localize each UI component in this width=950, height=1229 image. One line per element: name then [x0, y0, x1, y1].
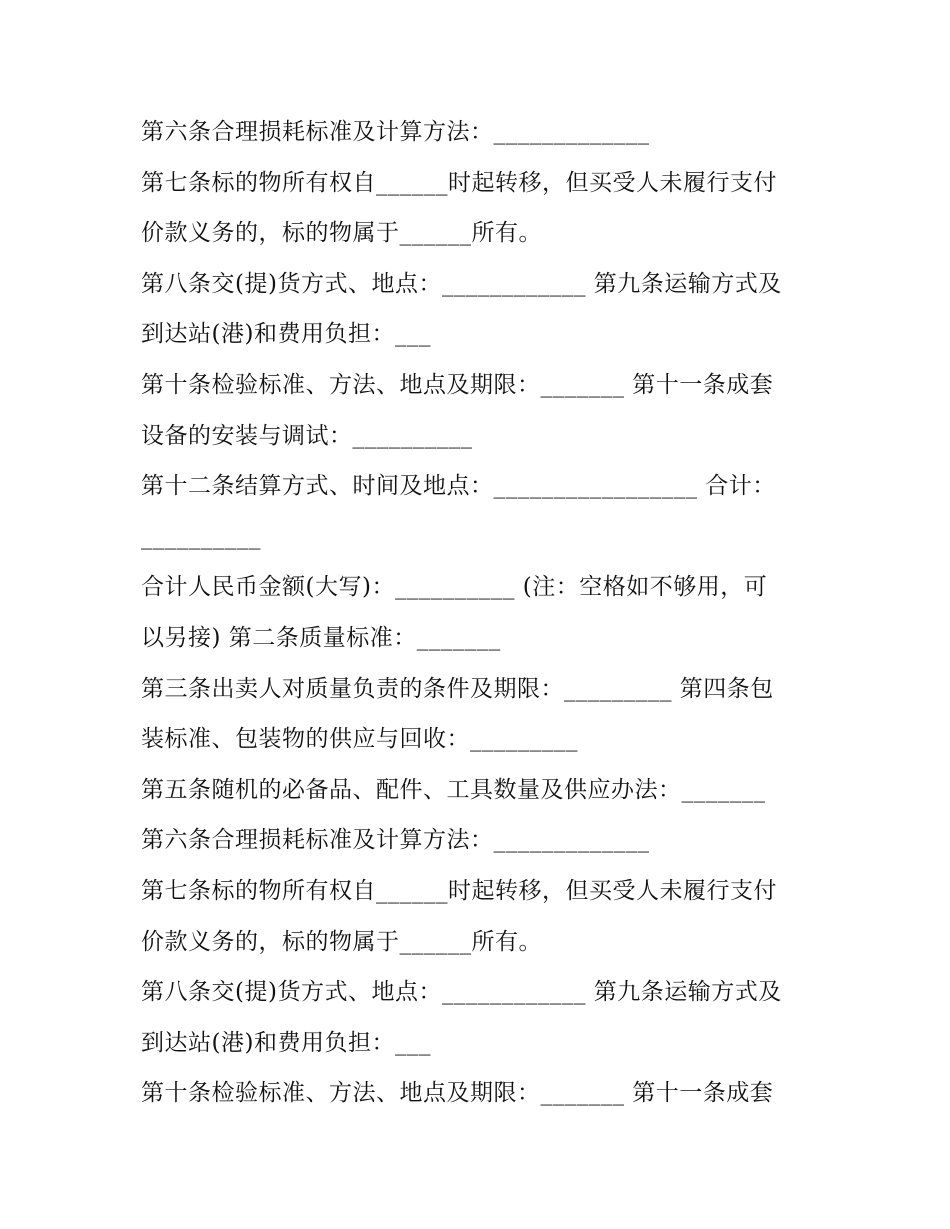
text-line: 第七条标的物所有权自______时起转移，但买受人未履行支付 [141, 877, 777, 904]
text-line: 第十条检验标准、方法、地点及期限：_______ 第十一条成套 [141, 1080, 774, 1107]
text-line: 第五条随机的必备品、配件、工具数量及供应办法：_______ [141, 776, 766, 803]
text-line: 第八条交(提)货方式、地点：____________ 第九条运输方式及 [141, 270, 782, 297]
text-line: 到达站(港)和费用负担：___ [141, 321, 431, 348]
text-line: 合计人民币金额(大写)：__________ (注：空格如不够用，可 [141, 574, 768, 601]
text-line: 到达站(港)和费用负担：___ [141, 1029, 431, 1056]
text-line: 第八条交(提)货方式、地点：____________ 第九条运输方式及 [141, 979, 782, 1006]
text-line: 第六条合理损耗标准及计算方法：_____________ [141, 119, 650, 145]
text-line: 第七条标的物所有权自______时起转移，但买受人未履行支付 [141, 169, 777, 196]
text-line: 第十条检验标准、方法、地点及期限：_______ 第十一条成套 [141, 371, 774, 398]
text-line: 设备的安装与调试：__________ [141, 422, 473, 449]
text-line: 以另接) 第二条质量标准：_______ [141, 624, 501, 651]
text-line: 第六条合理损耗标准及计算方法：_____________ [141, 827, 650, 854]
contract-body-text [141, 107, 821, 1119]
text-line: 价款义务的，标的物属于______所有。 [141, 220, 542, 247]
text-line: __________ [141, 523, 261, 550]
text-line: 价款义务的，标的物属于______所有。 [141, 928, 542, 955]
text-line: 装标准、包装物的供应与回收：_________ [141, 726, 578, 753]
text-line: 第三条出卖人对质量负责的条件及期限：_________ 第四条包 [141, 675, 774, 702]
text-line: 第十二条结算方式、时间及地点：_________________ 合计： [141, 473, 776, 500]
